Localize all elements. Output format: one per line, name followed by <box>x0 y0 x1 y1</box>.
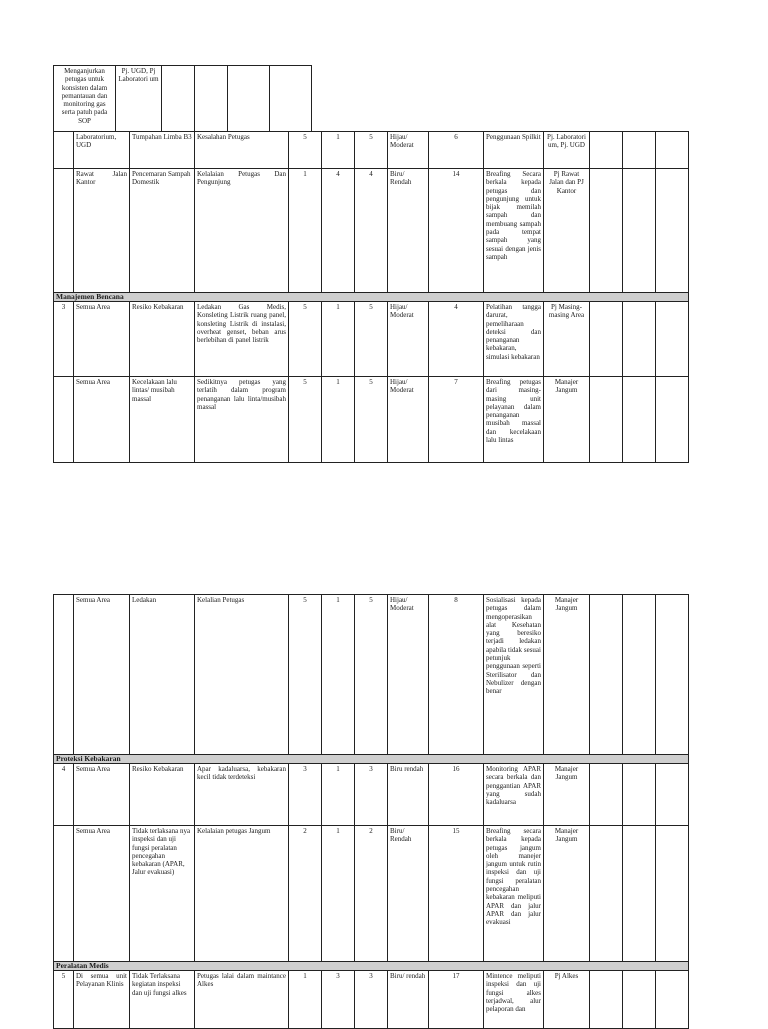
action-cell: Mintence meliputi inspeksi dan uji fungsi alkes terjadwal, alur pelaporan dan <box>484 971 544 1029</box>
cause-cell: Kelalaian Petugas Dan Pengunjung <box>195 169 289 293</box>
empty-cell <box>656 971 689 1029</box>
cause-cell: Kelalian Petugas <box>195 595 289 755</box>
pj-cell: Manajer Jangum <box>544 826 590 962</box>
empty-cell <box>623 826 656 962</box>
risk-level-cell: Hijau/ Moderat <box>388 302 429 377</box>
area-cell: Di semua unit Pelayanan Klinis <box>74 971 130 1029</box>
area-cell: Semua Area <box>74 826 130 962</box>
score-c-cell: 5 <box>355 132 388 169</box>
risk-level-cell: Biru/ Rendah <box>388 169 429 293</box>
section-title: Proteksi Kebakaran <box>54 755 689 764</box>
score-c-cell: 4 <box>355 169 388 293</box>
table-row <box>54 302 689 377</box>
pj-cell: Pj Alkes <box>544 971 590 1029</box>
score-b-cell: 1 <box>322 764 355 826</box>
risk-table-page-1-body <box>54 132 689 463</box>
rank-cell: 17 <box>429 971 484 1029</box>
risk-cell: Pencemaran Sampah Domestik <box>130 169 195 293</box>
row-number <box>54 826 74 962</box>
empty-cell <box>590 302 623 377</box>
row-number: 4 <box>54 764 74 826</box>
score-b-cell: 4 <box>322 169 355 293</box>
pj-cell: Manajer Jangum <box>544 764 590 826</box>
empty-cell <box>656 595 689 755</box>
score-b-cell: 1 <box>322 826 355 962</box>
rank-cell: 16 <box>429 764 484 826</box>
rank-cell: 7 <box>429 377 484 463</box>
empty-cell <box>623 169 656 293</box>
score-c-cell: 3 <box>355 764 388 826</box>
area-cell: Laboratorium, UGD <box>74 132 130 169</box>
action-cell: Menganjurkan petugas untuk konsisten dalam pemantauan dan monitoring gas serta patuh pada SOP <box>54 66 116 132</box>
score-a-cell: 1 <box>289 971 322 1029</box>
table-row <box>54 132 689 169</box>
risk-cell: Tidak terlaksana nya inspeksi dan uji fungsi peralatan pencegahan kebakaran (APAR, Jalur evakuasi) <box>130 826 195 962</box>
row-number <box>54 377 74 463</box>
risk-cell: Tumpahan Limba B3 <box>130 132 195 169</box>
table-row <box>54 595 689 755</box>
cause-cell: Sedikitnya petugas yang terlatih dalam program penanganan lalu linta/musibah massal <box>195 377 289 463</box>
pj-cell: Pj Rawat Jalan dan PJ Kantor <box>544 169 590 293</box>
score-a-cell: 1 <box>289 169 322 293</box>
pj-cell: Manajer Jangum <box>544 377 590 463</box>
rank-cell: 4 <box>429 302 484 377</box>
table-row <box>54 826 689 962</box>
empty-cell <box>656 764 689 826</box>
risk-table-page-2-body <box>54 595 689 1029</box>
empty-cell <box>590 764 623 826</box>
area-cell: Semua Area <box>74 764 130 826</box>
action-cell: Pelatihan tangga darurat, pemeliharaan deteksi dan penanganan kebakaran, simulasi kebakaran <box>484 302 544 377</box>
score-a-cell: 5 <box>289 377 322 463</box>
score-c-cell: 5 <box>355 595 388 755</box>
risk-cell: Tidak Terlaksana kegiatan inspeksi dan uji fungsi alkes <box>130 971 195 1029</box>
top-fragment-body <box>54 66 312 132</box>
empty-cell <box>590 826 623 962</box>
score-c-cell: 2 <box>355 826 388 962</box>
table-row <box>54 377 689 463</box>
rank-cell: 15 <box>429 826 484 962</box>
table-row <box>54 971 689 1029</box>
row-number <box>54 169 74 293</box>
cause-cell: Apar kadaluarsa, kebakaran kecil tidak terdeteksi <box>195 764 289 826</box>
empty-cell <box>590 377 623 463</box>
row-number <box>54 132 74 169</box>
table-row <box>54 66 312 132</box>
risk-table-page-2 <box>53 594 689 1029</box>
risk-cell: Resiko Kebakaran <box>130 764 195 826</box>
risk-level-cell: Biru/ Rendah <box>388 826 429 962</box>
rank-cell: 8 <box>429 595 484 755</box>
empty-cell <box>623 302 656 377</box>
area-cell: Semua Area <box>74 302 130 377</box>
action-cell: Breafing secara berkala kepada petugas jangum oleh manejer jangum untuk rutin inspeksi dan uji fungsi peralatan pencegahan kebakaran meliputi APAR dan jalur APAR dan jalur evakuasi <box>484 826 544 962</box>
pj-cell: Manajer Jangum <box>544 595 590 755</box>
risk-cell: Resiko Kebakaran <box>130 302 195 377</box>
score-a-cell: 5 <box>289 132 322 169</box>
empty-cell <box>656 132 689 169</box>
risk-level-cell: Hijau/ Moderat <box>388 377 429 463</box>
risk-level-cell: Hijau/ Moderat <box>388 132 429 169</box>
score-b-cell: 1 <box>322 132 355 169</box>
cause-cell: Ledakan Gas Medis, Konsleting Listrik ruang panel, konsleting Listrik di instalasi, overheat genset, beban arus berlebihan di panel listrik <box>195 302 289 377</box>
area-cell: Semua Area <box>74 595 130 755</box>
section-title: Peralatan Medis <box>54 962 689 971</box>
row-number: 5 <box>54 971 74 1029</box>
score-b-cell: 1 <box>322 377 355 463</box>
empty-cell <box>656 826 689 962</box>
empty-cell <box>590 971 623 1029</box>
row-number: 3 <box>54 302 74 377</box>
rank-cell: 14 <box>429 169 484 293</box>
empty-cell <box>228 66 270 132</box>
action-cell: Monitoring APAR secara berkala dan penggantian APAR yang sudah kadaluarsa <box>484 764 544 826</box>
empty-cell <box>270 66 312 132</box>
score-a-cell: 2 <box>289 826 322 962</box>
action-cell: Breafing Secara berkala kepada petugas dan pengunjung untuk bijak memilah sampah dan membuang sampah pada tempat sampah yang sesuai dengan jenis sampah <box>484 169 544 293</box>
section-title: Manajemen Bencana <box>54 293 689 302</box>
pj-cell: Pj. Laboratori um, Pj. UGD <box>544 132 590 169</box>
empty-cell <box>195 66 228 132</box>
empty-cell <box>590 132 623 169</box>
empty-cell <box>623 595 656 755</box>
empty-cell <box>162 66 195 132</box>
top-fragment-table <box>53 65 312 132</box>
empty-cell <box>623 764 656 826</box>
empty-cell <box>656 377 689 463</box>
pj-cell: Pj. UGD, Pj Laboratori um <box>116 66 162 132</box>
risk-cell: Kecelakaan lalu lintas/ musibah massal <box>130 377 195 463</box>
section-header-row <box>54 755 689 764</box>
empty-cell <box>590 169 623 293</box>
risk-level-cell: Biru rendah <box>388 764 429 826</box>
score-c-cell: 5 <box>355 377 388 463</box>
score-a-cell: 5 <box>289 302 322 377</box>
section-header-row <box>54 962 689 971</box>
rank-cell: 6 <box>429 132 484 169</box>
row-number <box>54 595 74 755</box>
score-c-cell: 5 <box>355 302 388 377</box>
empty-cell <box>656 169 689 293</box>
cause-cell: Kelalaian petugas Jangum <box>195 826 289 962</box>
score-a-cell: 3 <box>289 764 322 826</box>
risk-level-cell: Biru/ rendah <box>388 971 429 1029</box>
score-b-cell: 1 <box>322 302 355 377</box>
empty-cell <box>623 132 656 169</box>
action-cell: Penggunaan Spilkit <box>484 132 544 169</box>
pj-cell: Pj Masing-masing Area <box>544 302 590 377</box>
action-cell: Breafing petugas dari masing-masing unit pelayanan dalam penanganan musibah massal dan kecelakaan lalu lintas <box>484 377 544 463</box>
empty-cell <box>590 595 623 755</box>
area-cell: Semua Area <box>74 377 130 463</box>
score-a-cell: 5 <box>289 595 322 755</box>
score-b-cell: 1 <box>322 595 355 755</box>
score-b-cell: 3 <box>322 971 355 1029</box>
risk-level-cell: Hijau/ Moderat <box>388 595 429 755</box>
empty-cell <box>623 377 656 463</box>
cause-cell: Petugas lalai dalam maintance Alkes <box>195 971 289 1029</box>
area-cell: Rawat Jalan Kantor <box>74 169 130 293</box>
risk-cell: Ledakan <box>130 595 195 755</box>
empty-cell <box>623 971 656 1029</box>
cause-cell: Kesalahan Petugas <box>195 132 289 169</box>
table-row <box>54 764 689 826</box>
risk-table-page-1 <box>53 131 689 463</box>
section-header-row <box>54 293 689 302</box>
empty-cell <box>656 302 689 377</box>
table-row <box>54 169 689 293</box>
score-c-cell: 3 <box>355 971 388 1029</box>
action-cell: Sosialisasi kepada petugas dalam mengoperasikan alat Kesehatan yang beresiko terjadi ledakan apabila tidak sesuai petunjuk penggunaan seperti Sterilisator dan Nebulizer dengan benar <box>484 595 544 755</box>
